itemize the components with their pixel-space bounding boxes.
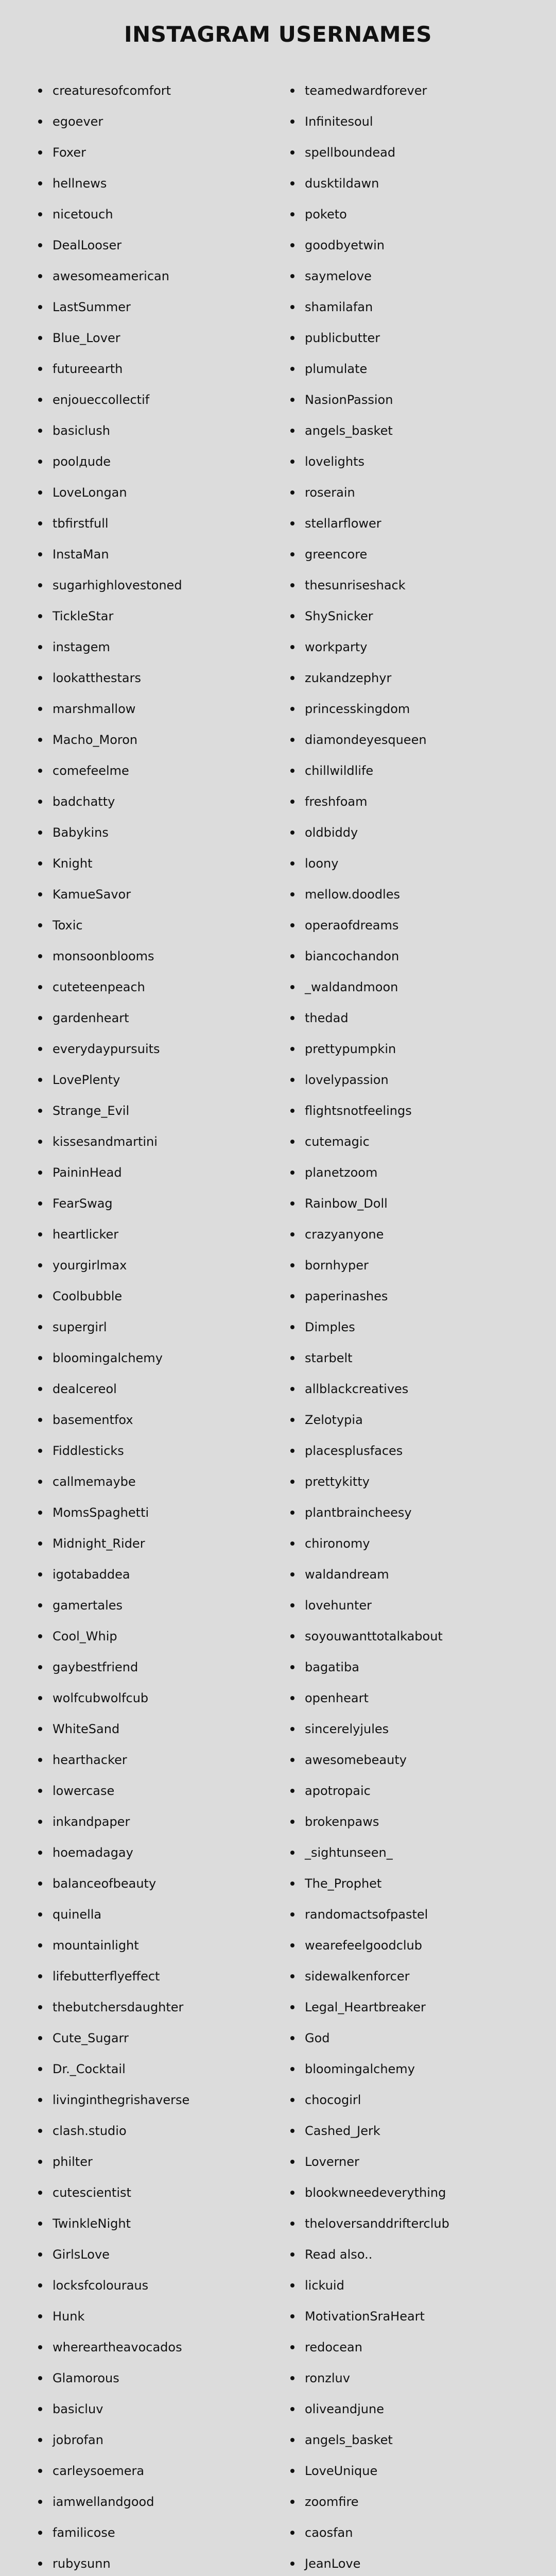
username-item: quinella: [36, 1899, 189, 1930]
username-item: enjoueccollectif: [36, 384, 189, 415]
username-item: angels_basket: [288, 2425, 452, 2455]
username-item: KamueSavor: [36, 879, 189, 910]
username-item: iamwellandgood: [36, 2486, 189, 2517]
username-item: crazyanyone: [288, 1219, 452, 1250]
username-item: heartlicker: [36, 1219, 189, 1250]
username-item: nicetouch: [36, 199, 189, 230]
username-item: wolfcubwolfcub: [36, 1683, 189, 1714]
username-item: callmemaybe: [36, 1466, 189, 1497]
username-item: princesskingdom: [288, 693, 452, 724]
username-item: sidewalkenforcer: [288, 1961, 452, 1992]
username-item: Zelotypia: [288, 1404, 452, 1435]
username-item: plantbraincheesy: [288, 1497, 452, 1528]
username-item: blookwneedeverything: [288, 2177, 452, 2208]
username-item: comefeelme: [36, 755, 189, 786]
username-list-left: [36, 75, 189, 2576]
username-item: DealLooser: [36, 230, 189, 261]
username-item: diamondeyesqueen: [288, 724, 452, 755]
username-item: God: [288, 2023, 452, 2054]
username-item: bloomingalchemy: [288, 2054, 452, 2084]
username-item: LoveUnique: [288, 2455, 452, 2486]
username-item: everydaypursuits: [36, 1033, 189, 1064]
username-item: allblackcreatives: [288, 1374, 452, 1404]
username-item: MotivationSraHeart: [288, 2301, 452, 2332]
username-item: poketo: [288, 199, 452, 230]
username-item: gaybestfriend: [36, 1652, 189, 1683]
username-item: saymelove: [288, 261, 452, 292]
username-item: basiclush: [36, 415, 189, 446]
username-item: locksfcolouraus: [36, 2270, 189, 2301]
username-item: supergirl: [36, 1312, 189, 1343]
username-item: gamertales: [36, 1590, 189, 1621]
username-item: operaofdreams: [288, 910, 452, 941]
username-item: lowercase: [36, 1775, 189, 1806]
username-item: gardenheart: [36, 1003, 189, 1033]
username-item: cutescientist: [36, 2177, 189, 2208]
username-item: futureearth: [36, 353, 189, 384]
username-list-right: [288, 75, 452, 2576]
username-item: planetzoom: [288, 1157, 452, 1188]
username-item: egoever: [36, 106, 189, 137]
username-item: bloomingalchemy: [36, 1343, 189, 1374]
username-item: WhiteSand: [36, 1714, 189, 1744]
username-item: ronzluv: [288, 2363, 452, 2394]
username-item: chironomy: [288, 1528, 452, 1559]
username-item: jobrofan: [36, 2425, 189, 2455]
username-item: roserain: [288, 477, 452, 508]
username-item: starbelt: [288, 1343, 452, 1374]
username-item: Cashed_Jerk: [288, 2115, 452, 2146]
username-item: clash.studio: [36, 2115, 189, 2146]
username-item: Toxic: [36, 910, 189, 941]
username-item: goodbyetwin: [288, 230, 452, 261]
username-item: lovelights: [288, 446, 452, 477]
username-item: bornhyper: [288, 1250, 452, 1281]
username-item: hellnews: [36, 168, 189, 199]
username-item: The_Prophet: [288, 1868, 452, 1899]
username-item: yourgirlmax: [36, 1250, 189, 1281]
username-item: Glamorous: [36, 2363, 189, 2394]
username-item: carleysoemera: [36, 2455, 189, 2486]
username-item: Strange_Evil: [36, 1095, 189, 1126]
username-item: soyouwanttotalkabout: [288, 1621, 452, 1652]
username-item: mountainlight: [36, 1930, 189, 1961]
username-item: awesomebeauty: [288, 1744, 452, 1775]
username-item: instagem: [36, 632, 189, 663]
username-item: oliveandjune: [288, 2394, 452, 2425]
username-item: Dr._Cocktail: [36, 2054, 189, 2084]
username-item: familicose: [36, 2517, 189, 2548]
username-item: badchatty: [36, 786, 189, 817]
username-item: igotabaddea: [36, 1559, 189, 1590]
username-item: publicbutter: [288, 323, 452, 353]
username-item: Midnight_Rider: [36, 1528, 189, 1559]
username-item: cutemagic: [288, 1126, 452, 1157]
username-item: whereartheavocados: [36, 2332, 189, 2363]
username-item: LoveLongan: [36, 477, 189, 508]
username-item: NasionPassion: [288, 384, 452, 415]
username-item: Hunk: [36, 2301, 189, 2332]
username-item: JeanLove: [288, 2548, 452, 2576]
username-item: dusktildawn: [288, 168, 452, 199]
username-item: flightsnotfeelings: [288, 1095, 452, 1126]
username-item: lifebutterflyeffect: [36, 1961, 189, 1992]
username-item: prettykitty: [288, 1466, 452, 1497]
username-item: dealcereol: [36, 1374, 189, 1404]
username-item: spellboundead: [288, 137, 452, 168]
username-item: randomactsofpastel: [288, 1899, 452, 1930]
username-item: poolдude: [36, 446, 189, 477]
username-item: greencore: [288, 539, 452, 570]
username-item: tbfirstfull: [36, 508, 189, 539]
username-item: Loverner: [288, 2146, 452, 2177]
username-item: InstaMan: [36, 539, 189, 570]
username-item: Dimples: [288, 1312, 452, 1343]
username-item: livinginthegrishaverse: [36, 2084, 189, 2115]
username-item: Rainbow_Doll: [288, 1188, 452, 1219]
username-item: angels_basket: [288, 415, 452, 446]
username-item: FearSwag: [36, 1188, 189, 1219]
username-item: Knight: [36, 848, 189, 879]
username-item: TickleStar: [36, 601, 189, 632]
username-item: _sightunseen_: [288, 1837, 452, 1868]
username-item: openheart: [288, 1683, 452, 1714]
username-item: monsoonblooms: [36, 941, 189, 972]
username-item: Coolbubble: [36, 1281, 189, 1312]
username-item: Read also..: [288, 2239, 452, 2270]
username-item: Macho_Moron: [36, 724, 189, 755]
username-item: hoemadagay: [36, 1837, 189, 1868]
username-item: paperinashes: [288, 1281, 452, 1312]
username-item: basementfox: [36, 1404, 189, 1435]
username-item: Cute_Sugarr: [36, 2023, 189, 2054]
username-item: ShySnicker: [288, 601, 452, 632]
username-item: LastSummer: [36, 292, 189, 323]
username-item: workparty: [288, 632, 452, 663]
username-item: theloversanddrifterclub: [288, 2208, 452, 2239]
username-item: bagatiba: [288, 1652, 452, 1683]
username-item: mellow.doodles: [288, 879, 452, 910]
username-item: PaininHead: [36, 1157, 189, 1188]
username-item: Foxer: [36, 137, 189, 168]
username-item: inkandpaper: [36, 1806, 189, 1837]
username-item: lickuid: [288, 2270, 452, 2301]
username-item: loony: [288, 848, 452, 879]
username-item: Legal_Heartbreaker: [288, 1992, 452, 2023]
username-item: apotropaic: [288, 1775, 452, 1806]
username-item: Fiddlesticks: [36, 1435, 189, 1466]
username-item: waldandream: [288, 1559, 452, 1590]
username-item: sugarhighlovestoned: [36, 570, 189, 601]
username-item: Cool_Whip: [36, 1621, 189, 1652]
username-item: thesunriseshack: [288, 570, 452, 601]
username-item: shamilafan: [288, 292, 452, 323]
username-item: oldbiddy: [288, 817, 452, 848]
username-item: zukandzephyr: [288, 663, 452, 693]
username-item: placesplusfaces: [288, 1435, 452, 1466]
page-title: INSTAGRAM USERNAMES: [124, 22, 432, 47]
username-item: creaturesofcomfort: [36, 75, 189, 106]
username-item: kissesandmartini: [36, 1126, 189, 1157]
username-item: LovePlenty: [36, 1064, 189, 1095]
username-item: wearefeelgoodclub: [288, 1930, 452, 1961]
username-item: awesomeamerican: [36, 261, 189, 292]
username-item: cuteteenpeach: [36, 972, 189, 1003]
username-item: plumulate: [288, 353, 452, 384]
username-item: hearthacker: [36, 1744, 189, 1775]
username-item: philter: [36, 2146, 189, 2177]
username-item: lovelypassion: [288, 1064, 452, 1095]
username-item: balanceofbeauty: [36, 1868, 189, 1899]
username-item: biancochandon: [288, 941, 452, 972]
username-item: sincerelyjules: [288, 1714, 452, 1744]
username-item: Blue_Lover: [36, 323, 189, 353]
username-item: rubysunn: [36, 2548, 189, 2576]
username-item: chillwildlife: [288, 755, 452, 786]
username-item: thedad: [288, 1003, 452, 1033]
username-item: GirlsLove: [36, 2239, 189, 2270]
username-item: Infinitesoul: [288, 106, 452, 137]
username-item: prettypumpkin: [288, 1033, 452, 1064]
username-item: thebutchersdaughter: [36, 1992, 189, 2023]
username-item: freshfoam: [288, 786, 452, 817]
username-item: caosfan: [288, 2517, 452, 2548]
username-item: lookatthestars: [36, 663, 189, 693]
username-item: redocean: [288, 2332, 452, 2363]
username-item: marshmallow: [36, 693, 189, 724]
username-item: chocogirl: [288, 2084, 452, 2115]
username-item: MomsSpaghetti: [36, 1497, 189, 1528]
username-item: Babykins: [36, 817, 189, 848]
username-item: TwinkleNight: [36, 2208, 189, 2239]
username-item: _waldandmoon: [288, 972, 452, 1003]
username-item: basicluv: [36, 2394, 189, 2425]
username-item: teamedwardforever: [288, 75, 452, 106]
username-item: zoomfire: [288, 2486, 452, 2517]
username-item: brokenpaws: [288, 1806, 452, 1837]
username-item: stellarflower: [288, 508, 452, 539]
username-item: lovehunter: [288, 1590, 452, 1621]
